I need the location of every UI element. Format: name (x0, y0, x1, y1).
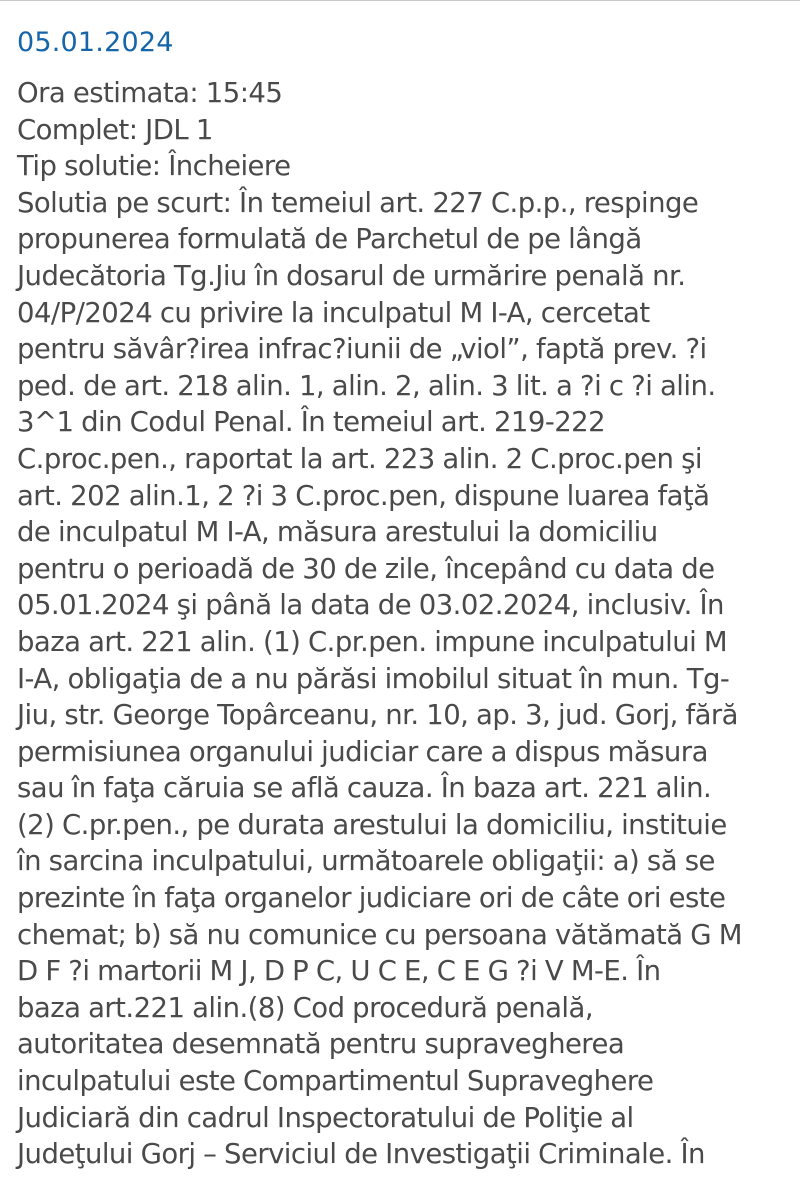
summary-line: I-A, obligaţia de a nu părăsi imobilul situat în mun. Tg- (17, 662, 730, 695)
top-divider (0, 0, 800, 1)
summary-line: D F ?i martorii M J, D P C, U C E, C E G ?i V M-E. În (17, 955, 661, 988)
summary-line: (2) C.pr.pen., pe durata arestului la domiciliu, instituie (17, 808, 727, 841)
summary-line: propunerea formulată de Parchetul de pe lângă (17, 223, 642, 256)
summary-line: permisiunea organului judiciar care a dispus măsura (17, 735, 708, 768)
record-details (17, 75, 793, 1173)
summary-line: pentru o perioadă de 30 de zile, începând cu data de (17, 552, 715, 585)
summary-line: C.proc.pen., raportat la art. 223 alin. 2 C.proc.pen şi (17, 442, 702, 475)
summary-line: prezinte în faţa organelor judiciare ori de câte ori este (17, 882, 726, 915)
summary-line: chemat; b) să nu comunice cu persoana vătămată G M (17, 918, 742, 951)
estimated-time: Ora estimata: 15:45 (17, 77, 283, 109)
summary-line: Judeţului Gorj – Serviciul de Investigaţii Criminale. În (17, 1138, 705, 1171)
summary-line: de inculpatul M I-A, măsura arestului la domiciliu (17, 516, 658, 549)
summary-line: sau în faţa căruia se află cauza. În baza art. 221 alin. (17, 772, 712, 805)
summary-line: 05.01.2024 şi până la data de 03.02.2024, inclusiv. În (17, 589, 724, 622)
summary-line: autoritatea desemnată pentru supravegherea (17, 1028, 625, 1061)
hearing-date: 05.01.2024 (17, 27, 174, 58)
summary-line: în sarcina inculpatului, următoarele obligaţii: a) să se (17, 845, 715, 878)
solution-type: Tip solutie: Încheiere (17, 150, 291, 183)
summary-line: art. 202 alin.1, 2 ?i 3 C.proc.pen, dispune luarea faţă (17, 479, 710, 512)
summary-line: Judiciară din cadrul Inspectoratului de Poliţie al (17, 1101, 634, 1134)
summary-line: 3^1 din Codul Penal. În temeiul art. 219-222 (17, 406, 606, 439)
summary-line: Solutia pe scurt: În temeiul art. 227 C.p.p., respinge (17, 186, 699, 219)
summary-line: baza art. 221 alin. (1) C.pr.pen. impune inculpatului M (17, 625, 728, 658)
summary-line: pentru săvâr?irea infrac?iunii de „viol”, faptă prev. ?i (17, 333, 707, 366)
summary-line: Jiu, str. George Topârceanu, nr. 10, ap. 3, jud. Gorj, fără (17, 699, 738, 732)
summary-line: 04/P/2024 cu privire la inculpatul M I-A, cercetat (17, 296, 650, 329)
summary-line: Judecătoria Tg.Jiu în dosarul de urmărire penală nr. (17, 259, 686, 292)
panel: Complet: JDL 1 (17, 113, 213, 146)
summary-line: baza art.221 alin.(8) Cod procedură penală, (17, 991, 594, 1024)
summary-line: ped. de art. 218 alin. 1, alin. 2, alin. 3 lit. a ?i c ?i alin. (17, 369, 716, 402)
summary-line: inculpatului este Compartimentul Supraveghere (17, 1065, 654, 1098)
